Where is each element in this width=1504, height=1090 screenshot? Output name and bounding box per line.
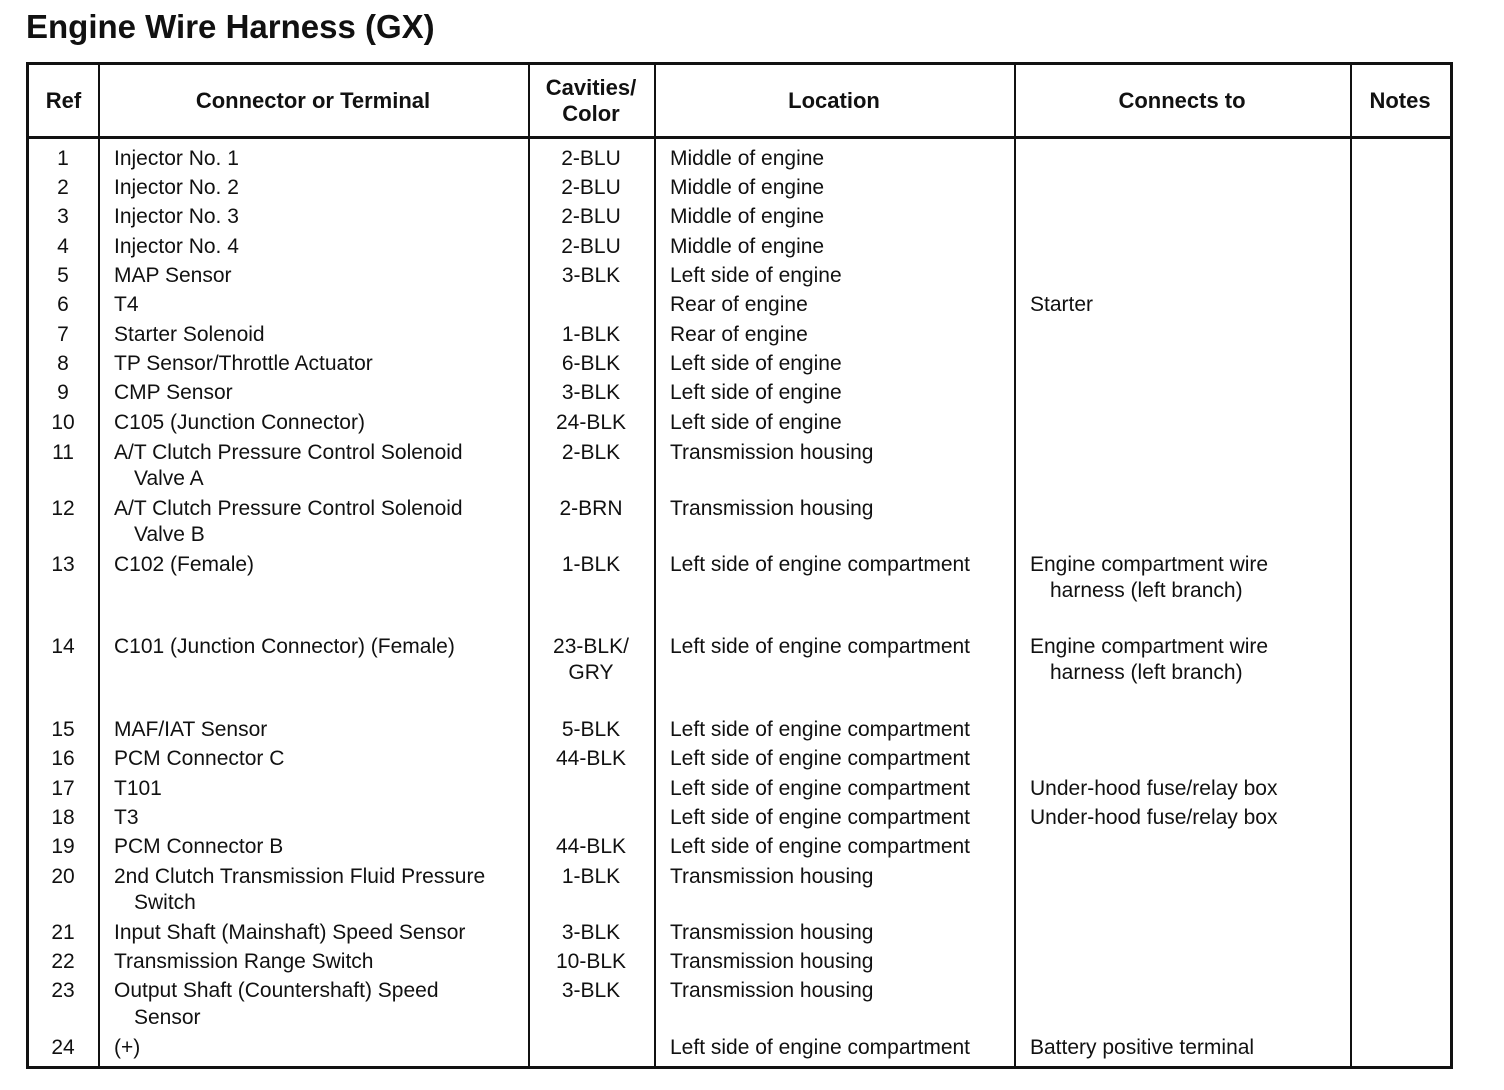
row-ref: 9: [57, 381, 69, 404]
row-cavities: 1-BLK: [561, 865, 621, 888]
row-cavities: 2-BLU: [561, 147, 621, 170]
row-ref: 2: [57, 176, 69, 199]
header-connects-to: Connects to: [1118, 87, 1246, 113]
harness-table: [26, 62, 1453, 1069]
row-connector: Transmission Range Switch: [114, 950, 374, 973]
row-location: Left side of engine compartment: [670, 635, 971, 658]
row-location: Left side of engine compartment: [670, 1036, 971, 1059]
row-ref: 7: [57, 323, 69, 346]
table-body: [29, 65, 1450, 1066]
row-location: Left side of engine: [670, 381, 842, 404]
row-location: Middle of engine: [670, 147, 825, 170]
row-location: Left side of engine: [670, 264, 842, 287]
row-connects-to: Starter: [1030, 293, 1094, 316]
row-cavities: 3-BLK: [561, 264, 621, 287]
row-ref: 18: [51, 806, 75, 829]
row-ref: 21: [51, 921, 75, 944]
row-connects-to-continued: harness (left branch): [1050, 661, 1243, 684]
row-location: Transmission housing: [670, 921, 874, 944]
row-ref: 20: [51, 865, 75, 888]
row-ref: 10: [51, 411, 75, 434]
row-location: Transmission housing: [670, 441, 874, 464]
row-location: Middle of engine: [670, 205, 825, 228]
row-cavities-continued: GRY: [568, 661, 614, 684]
row-connector: A/T Clutch Pressure Control Solenoid: [114, 441, 463, 464]
row-ref: 17: [51, 777, 75, 800]
row-ref: 12: [51, 497, 75, 520]
row-connector: Injector No. 2: [114, 176, 239, 199]
row-location: Left side of engine compartment: [670, 553, 971, 576]
row-ref: 11: [52, 441, 74, 464]
row-cavities: 6-BLK: [561, 352, 621, 375]
row-connector: PCM Connector B: [114, 835, 284, 858]
row-connects-to: Under-hood fuse/relay box: [1030, 806, 1278, 829]
row-cavities: 5-BLK: [561, 718, 621, 741]
row-ref: 1: [57, 147, 69, 170]
row-cavities: 3-BLK: [561, 381, 621, 404]
row-connector: TP Sensor/Throttle Actuator: [114, 352, 373, 375]
row-connector-continued: Valve A: [134, 467, 204, 490]
row-connects-to: Battery positive terminal: [1030, 1036, 1255, 1059]
row-ref: 13: [51, 553, 75, 576]
row-cavities: 1-BLK: [561, 323, 621, 346]
page-title: Engine Wire Harness (GX): [26, 8, 435, 45]
row-connector: C102 (Female): [114, 553, 255, 576]
row-ref: 4: [57, 235, 69, 258]
row-ref: 15: [51, 718, 75, 741]
row-connector: Input Shaft (Mainshaft) Speed Sensor: [114, 921, 466, 944]
row-connector: 2nd Clutch Transmission Fluid Pressure: [114, 865, 486, 888]
row-connector: MAF/IAT Sensor: [114, 718, 268, 741]
row-connector: T3: [114, 806, 139, 829]
row-connector: T101: [114, 777, 162, 800]
row-cavities: 2-BLU: [561, 176, 621, 199]
row-ref: 23: [51, 979, 75, 1002]
row-ref: 6: [57, 293, 69, 316]
row-ref: 14: [51, 635, 75, 658]
row-location: Middle of engine: [670, 235, 825, 258]
row-connector: Starter Solenoid: [114, 323, 265, 346]
header-location: Location: [788, 87, 880, 113]
row-location: Rear of engine: [670, 293, 808, 316]
row-connector: (+): [114, 1036, 141, 1059]
row-location: Middle of engine: [670, 176, 825, 199]
row-connector: Injector No. 3: [114, 205, 239, 228]
row-location: Left side of engine compartment: [670, 718, 971, 741]
row-cavities: 3-BLK: [561, 979, 621, 1002]
row-connects-to: Under-hood fuse/relay box: [1030, 777, 1278, 800]
row-connector-continued: Switch: [134, 891, 196, 914]
header-ref: Ref: [45, 87, 82, 113]
row-connector-continued: Sensor: [134, 1006, 201, 1029]
row-connector: C105 (Junction Connector): [114, 411, 365, 434]
row-ref: 3: [57, 205, 69, 228]
row-connects-to-continued: harness (left branch): [1050, 579, 1243, 602]
row-cavities: 10-BLK: [555, 950, 627, 973]
row-cavities: 2-BLU: [561, 235, 621, 258]
row-location: Left side of engine compartment: [670, 835, 971, 858]
row-connector: Injector No. 1: [114, 147, 239, 170]
row-ref: 5: [57, 264, 69, 287]
row-ref: 8: [57, 352, 69, 375]
row-cavities: 3-BLK: [561, 921, 621, 944]
row-location: Left side of engine compartment: [670, 777, 971, 800]
row-cavities: 24-BLK: [555, 411, 627, 434]
row-connects-to: Engine compartment wire: [1030, 635, 1269, 658]
header-cavities-line2: Color: [562, 100, 620, 126]
row-connector: C101 (Junction Connector) (Female): [114, 635, 455, 658]
row-cavities: 23-BLK/: [553, 635, 629, 658]
row-cavities: 1-BLK: [561, 553, 621, 576]
row-ref: 24: [51, 1036, 75, 1059]
row-connector: T4: [114, 293, 139, 316]
row-cavities: 2-BLU: [561, 205, 621, 228]
header-connector: Connector or Terminal: [195, 87, 431, 113]
row-location: Left side of engine: [670, 352, 842, 375]
row-cavities: 2-BRN: [559, 497, 623, 520]
row-connector: Injector No. 4: [114, 235, 239, 258]
row-location: Transmission housing: [670, 950, 874, 973]
row-cavities: 2-BLK: [561, 441, 621, 464]
row-connector-continued: Valve B: [134, 523, 205, 546]
row-location: Left side of engine compartment: [670, 806, 971, 829]
row-cavities: 44-BLK: [555, 747, 627, 770]
row-connector: MAP Sensor: [114, 264, 232, 287]
row-ref: 16: [51, 747, 75, 770]
row-location: Left side of engine: [670, 411, 842, 434]
row-location: Rear of engine: [670, 323, 808, 346]
row-connector: CMP Sensor: [114, 381, 233, 404]
row-ref: 22: [51, 950, 75, 973]
row-connector: PCM Connector C: [114, 747, 285, 770]
header-notes: Notes: [1369, 87, 1431, 113]
row-location: Transmission housing: [670, 497, 874, 520]
row-location: Transmission housing: [670, 979, 874, 1002]
row-connector: A/T Clutch Pressure Control Solenoid: [114, 497, 463, 520]
row-connector: Output Shaft (Countershaft) Speed: [114, 979, 439, 1002]
header-cavities-line1: Cavities/: [545, 74, 637, 100]
row-location: Transmission housing: [670, 865, 874, 888]
row-connects-to: Engine compartment wire: [1030, 553, 1269, 576]
row-ref: 19: [51, 835, 75, 858]
row-cavities: 44-BLK: [555, 835, 627, 858]
row-location: Left side of engine compartment: [670, 747, 971, 770]
